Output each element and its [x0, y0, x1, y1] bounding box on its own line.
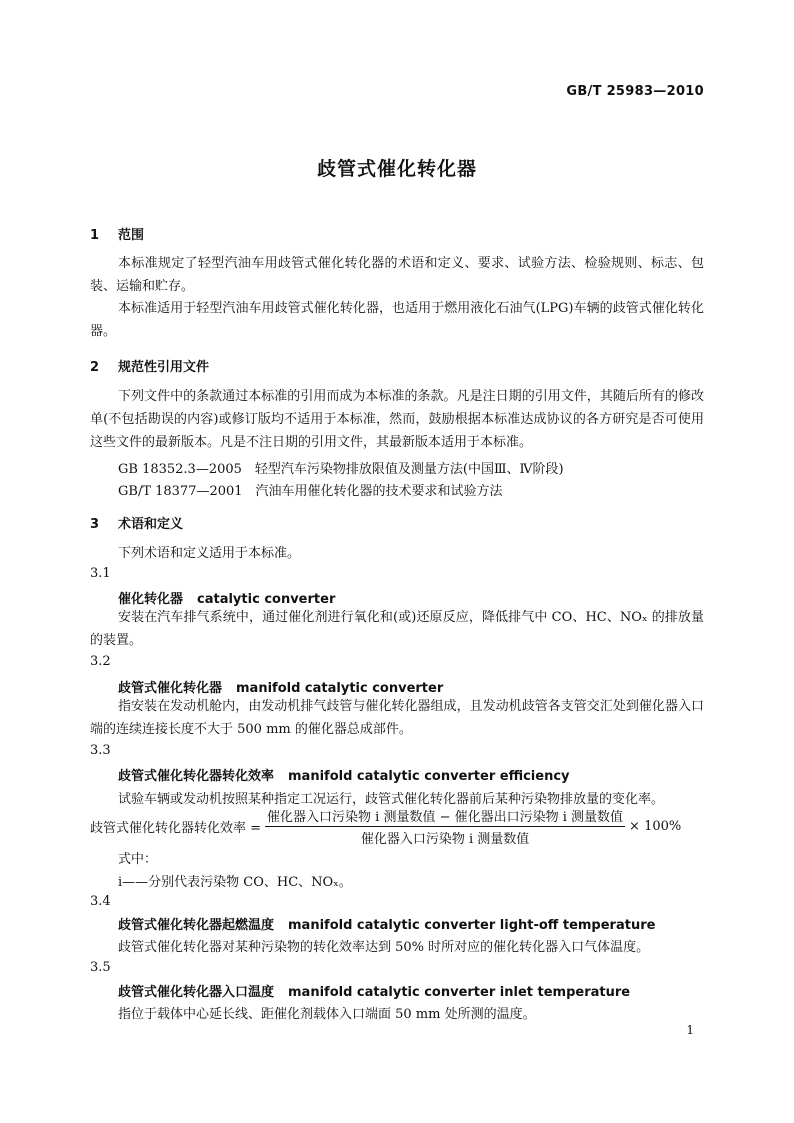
clause-3-3-definition: 试验车辆或发动机按照某种指定工况运行，歧管式催化转化器前后某种污染物排放量的变化率。 [118, 792, 665, 807]
term-chinese: 催化转化器 [118, 592, 184, 607]
normative-reference-1: GB 18352.3—2005 轻型汽车污染物排放限值及测量方法(中国Ⅲ、Ⅳ阶段) [118, 462, 564, 477]
page-number: 1 [686, 1023, 694, 1037]
clause-3-5-term [118, 981, 630, 1000]
section-3-intro: 下列术语和定义适用于本标准。 [118, 546, 301, 561]
term-chinese: 歧管式催化转化器转化效率 [118, 769, 275, 784]
term-chinese: 歧管式催化转化器起燃温度 [118, 918, 275, 933]
section-title: 规范性引用文件 [118, 360, 210, 375]
section-title: 范围 [118, 228, 145, 243]
clause-3-2-definition: 指安装在发动机舱内，由发动机排气歧管与催化转化器组成，且发动机歧管各支管交汇处到催化器入口端的连续连接长度不大于 500 mm 的催化器总成部件。 [90, 699, 704, 737]
clause-3-5-definition: 指位于载体中心延长线、距催化剂载体入口端面 50 mm 处所测的温度。 [118, 1007, 536, 1022]
formula-lhs: 歧管式催化转化器转化效率 = [90, 820, 262, 836]
section-title: 术语和定义 [118, 517, 184, 532]
efficiency-formula [90, 807, 681, 845]
term-chinese: 歧管式催化转化器入口温度 [118, 985, 275, 1000]
formula-where-label: 式中： [118, 852, 158, 867]
formula-denominator: 催化器入口污染物 i 测量数值 [360, 831, 530, 847]
formula-fraction [265, 806, 625, 847]
document-id-header: GB/T 25983—2010 [566, 84, 704, 99]
formula-numerator: 催化器入口污染物 i 测量数值 − 催化器出口污染物 i 测量数值 [265, 806, 625, 827]
term-english: manifold catalytic converter inlet temperature [288, 985, 631, 1000]
clause-3-2-term [118, 677, 443, 696]
section-1-paragraph-2: 本标准适用于轻型汽油车用歧管式催化转化器，也适用于燃用液化石油气(LPG)车辆的歧管式催化转化器。 [90, 301, 704, 339]
clause-3-4-definition: 歧管式催化转化器对某种污染物的转化效率达到 50% 时所对应的催化转化器入口气体温度。 [118, 940, 650, 955]
formula-variable-definition: i——分别代表污染物 CO、HC、NOₓ。 [118, 875, 352, 890]
clause-3-4-number: 3.4 [90, 894, 111, 909]
term-english: manifold catalytic converter [236, 681, 444, 696]
clause-3-5-number: 3.5 [90, 960, 111, 975]
clause-3-1-number: 3.1 [90, 566, 111, 581]
clause-3-1-term [118, 588, 335, 607]
clause-3-3-term [118, 765, 570, 784]
term-english: manifold catalytic converter efficiency [288, 769, 570, 784]
term-english: manifold catalytic converter light-off temperature [288, 918, 656, 933]
section-2-heading [90, 356, 209, 375]
normative-reference-2: GB/T 18377—2001 汽油车用催化转化器的技术要求和试验方法 [118, 484, 503, 499]
document-title: 歧管式催化转化器 [316, 158, 477, 180]
section-number: 2 [90, 360, 100, 375]
section-1-heading [90, 224, 144, 243]
clause-3-3-number: 3.3 [90, 743, 111, 758]
section-2-paragraph-1: 下列文件中的条款通过本标准的引用而成为本标准的条款。凡是注日期的引用文件，其随后所有的修改单(不包括勘误的内容)或修订版均不适用于本标准，然而，鼓励根据本标准达成协议的各方研究是否可使用这些文件的最新版本。凡是不注日期的引用文件，其最新版本适用于本标准。 [90, 389, 704, 450]
section-3-heading [90, 513, 183, 532]
section-1-paragraph-1: 本标准规定了轻型汽油车用歧管式催化转化器的术语和定义、要求、试验方法、检验规则、标志、包装、运输和贮存。 [90, 256, 704, 294]
section-number: 1 [90, 228, 100, 243]
formula-multiplier: × 100% [629, 818, 682, 834]
clause-3-1-definition: 安装在汽车排气系统中，通过催化剂进行氧化和(或)还原反应，降低排气中 CO、HC、NOₓ 的排放量的装置。 [90, 610, 704, 648]
clause-3-2-number: 3.2 [90, 654, 111, 669]
term-chinese: 歧管式催化转化器 [118, 681, 223, 696]
section-number: 3 [90, 517, 100, 532]
term-english: catalytic converter [197, 592, 336, 607]
clause-3-4-term [118, 914, 655, 933]
